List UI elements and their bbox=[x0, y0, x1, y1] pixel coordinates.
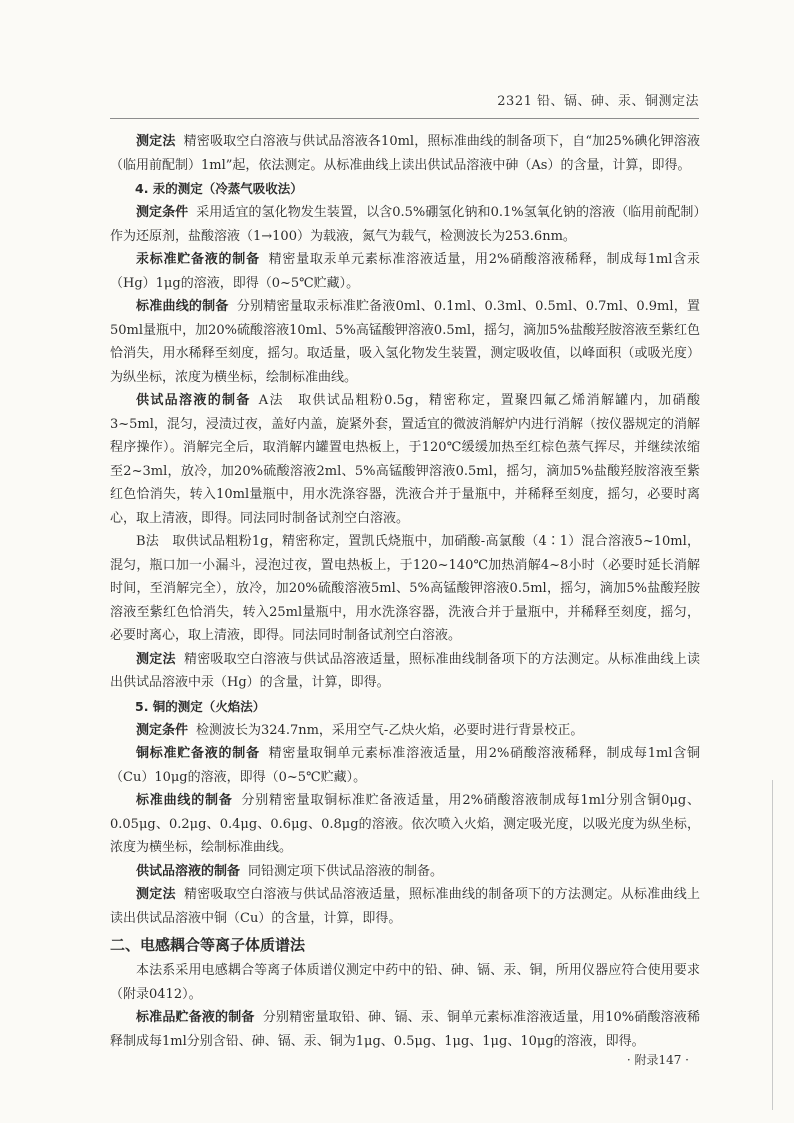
paragraph-text: 精密量取铜单元素标准溶液适量，用2%硝酸溶液稀释，制成每1ml含铜（Cu）10μg的溶液，即得（0~5℃贮藏）。 bbox=[110, 746, 700, 785]
paragraph-hg-sample-b bbox=[110, 530, 700, 648]
paragraph-text: B法 取供试品粗粉1g，精密称定，置凯氏烧瓶中，加硝酸-高氯酸（4∶1）混合溶液5~10ml，混匀，瓶口加一小漏斗，浸泡过夜，置电热板上，于120~140℃加热消解4~8小时（必要时延长消解时间，至消解完全），放冷，加20%硫酸溶液5ml、5%高锰酸钾溶液0.5ml，摇匀，滴加5%盐酸羟胺溶液至紫红色恰消失，转入25ml量瓶中，用水洗涤容器，洗液合并于量瓶中，并稀释至刻度，摇匀，必要时离心，取上清液，即得。同法同时制备试剂空白溶液。 bbox=[110, 534, 700, 643]
subhead-copper: 5. 铜的测定（火焰法） bbox=[135, 698, 266, 714]
term-label: 测定法 bbox=[136, 887, 176, 902]
term-label: 供试品溶液的制备 bbox=[136, 393, 251, 408]
paragraph-icp-intro bbox=[110, 959, 700, 1006]
paragraph-text: 精密吸取空白溶液与供试品溶液适量，照标准曲线制备项下的方法测定。从标准曲线上读出供试品溶液中汞（Hg）的含量，计算，即得。 bbox=[110, 651, 700, 690]
term-label: 测定法 bbox=[136, 651, 176, 667]
paragraph-text: 分别精密量取铜标准贮备液适量，用2%硝酸溶液制成每1ml分别含铜0μg、0.05μg、0.2μg、0.4μg、0.6μg、0.8μg的溶液。依次喷入火焰，测定吸光度，以吸光度为纵坐标，浓度为横坐标，绘制标准曲线。 bbox=[110, 793, 700, 855]
paragraph-text: 分别精密量取汞标准贮备液0ml、0.1ml、0.3ml、0.5ml、0.7ml、0.9ml，置50ml量瓶中，加20%硫酸溶液10ml、5%高锰酸钾溶液0.5ml，摇匀，滴加5%盐酸羟胺溶液至紫红色恰消失，用水稀释至刻度，摇匀。取适量，吸入氢化物发生装置，测定吸收值，以峰面积（或吸光度）为纵坐标，浓度为横坐标，绘制标准曲线。 bbox=[110, 299, 700, 385]
paragraph-hg-sample-a bbox=[110, 389, 700, 530]
paragraph-cu-stock bbox=[110, 742, 700, 789]
page-body bbox=[110, 130, 700, 1053]
term-label: 测定条件 bbox=[136, 722, 189, 738]
page-edge-line bbox=[772, 780, 773, 1110]
paragraph-text: 采用适宜的氢化物发生装置，以含0.5%硼氢化钠和0.1%氢氧化钠的溶液（临用前配制）作为还原剂，盐酸溶液（1→100）为载液，氮气为载气，检测波长为253.6nm。 bbox=[110, 205, 700, 244]
paragraph-hg-method bbox=[110, 648, 700, 695]
paragraph-hg-stock bbox=[110, 248, 700, 295]
paragraph-text: 本法系采用电感耦合等离子体质谱仪测定中药中的铅、砷、镉、汞、铜，所用仪器应符合使用要求（附录0412）。 bbox=[110, 963, 700, 1002]
term-label: 标准曲线的制备 bbox=[136, 299, 229, 314]
paragraph-cu-method bbox=[110, 883, 700, 930]
section-heading-icp-ms: 二、电感耦合等离子体质谱法 bbox=[110, 936, 306, 954]
paragraph-as-method bbox=[110, 130, 700, 177]
paragraph-icp-stock bbox=[110, 1006, 700, 1053]
term-label: 标准品贮备液的制备 bbox=[136, 1010, 255, 1025]
paragraph-hg-curve bbox=[110, 295, 700, 389]
subhead-mercury: 4. 汞的测定（冷蒸气吸收法） bbox=[135, 181, 303, 196]
page-number: · 附录147 · bbox=[626, 1053, 689, 1067]
paragraph-hg-conditions bbox=[110, 201, 700, 248]
term-label: 测定条件 bbox=[136, 205, 189, 220]
paragraph-cu-curve bbox=[110, 789, 700, 860]
term-label: 供试品溶液的制备 bbox=[136, 863, 241, 879]
paragraph-text: 分别精密量取铅、砷、镉、汞、铜单元素标准溶液适量，用10%硝酸溶液稀释制成每1ml分别含铅、砷、镉、汞、铜为1μg、0.5μg、1μg、1μg、10μg的溶液，即得。 bbox=[110, 1010, 700, 1049]
paragraph-text: 检测波长为324.7nm，采用空气-乙炔火焰，必要时进行背景校正。 bbox=[196, 722, 584, 738]
paragraph-cu-conditions bbox=[110, 719, 700, 743]
term-label: 测定法 bbox=[136, 134, 176, 149]
paragraph-text: 精密量取汞单元素标准溶液适量，用2%硝酸溶液稀释，制成每1ml含汞（Hg）1μg的溶液，即得（0~5℃贮藏）。 bbox=[110, 252, 700, 291]
running-title: 2321 铅、镉、砷、汞、铜测定法 bbox=[497, 94, 699, 109]
paragraph-text: 精密吸取空白溶液与供试品溶液各10ml，照标准曲线的制备项下，自“加25%碘化钾溶液（临用前配制）1ml”起，依法测定。从标准曲线上读出供试品溶液中砷（As）的含量，计算，即得。 bbox=[110, 134, 700, 173]
term-label: 汞标准贮备液的制备 bbox=[136, 252, 260, 267]
term-label: 铜标准贮备液的制备 bbox=[136, 746, 260, 761]
paragraph-text: 精密吸取空白溶液与供试品溶液适量，照标准曲线的制备项下的方法测定。从标准曲线上读出供试品溶液中铜（Cu）的含量，计算，即得。 bbox=[110, 887, 700, 926]
paragraph-cu-sample bbox=[110, 860, 700, 884]
paragraph-text: A法 取供试品粗粉0.5g，精密称定，置聚四氟乙烯消解罐内，加硝酸3~5ml，混匀，浸渍过夜，盖好内盖，旋紧外套，置适宜的微波消解炉内进行消解（按仪器规定的消解程序操作）。消解完全后，取消解内罐置电热板上，于120℃缓缓加热至红棕色蒸气挥尽，并继续浓缩至2~3ml，放冷，加20%硫酸溶液2ml、5%高锰酸钾溶液0.5ml，摇匀，滴加5%盐酸羟胺溶液至紫红色恰消失，转入10ml量瓶中，用水洗涤容器，洗液合并于量瓶中，并稀释至刻度，摇匀，必要时离心，取上清液，即得。同法同时制备试剂空白溶液。 bbox=[110, 393, 700, 526]
paragraph-text: 同铅测定项下供试品溶液的制备。 bbox=[248, 863, 444, 879]
page-header bbox=[110, 92, 699, 119]
term-label: 标准曲线的制备 bbox=[136, 793, 233, 808]
